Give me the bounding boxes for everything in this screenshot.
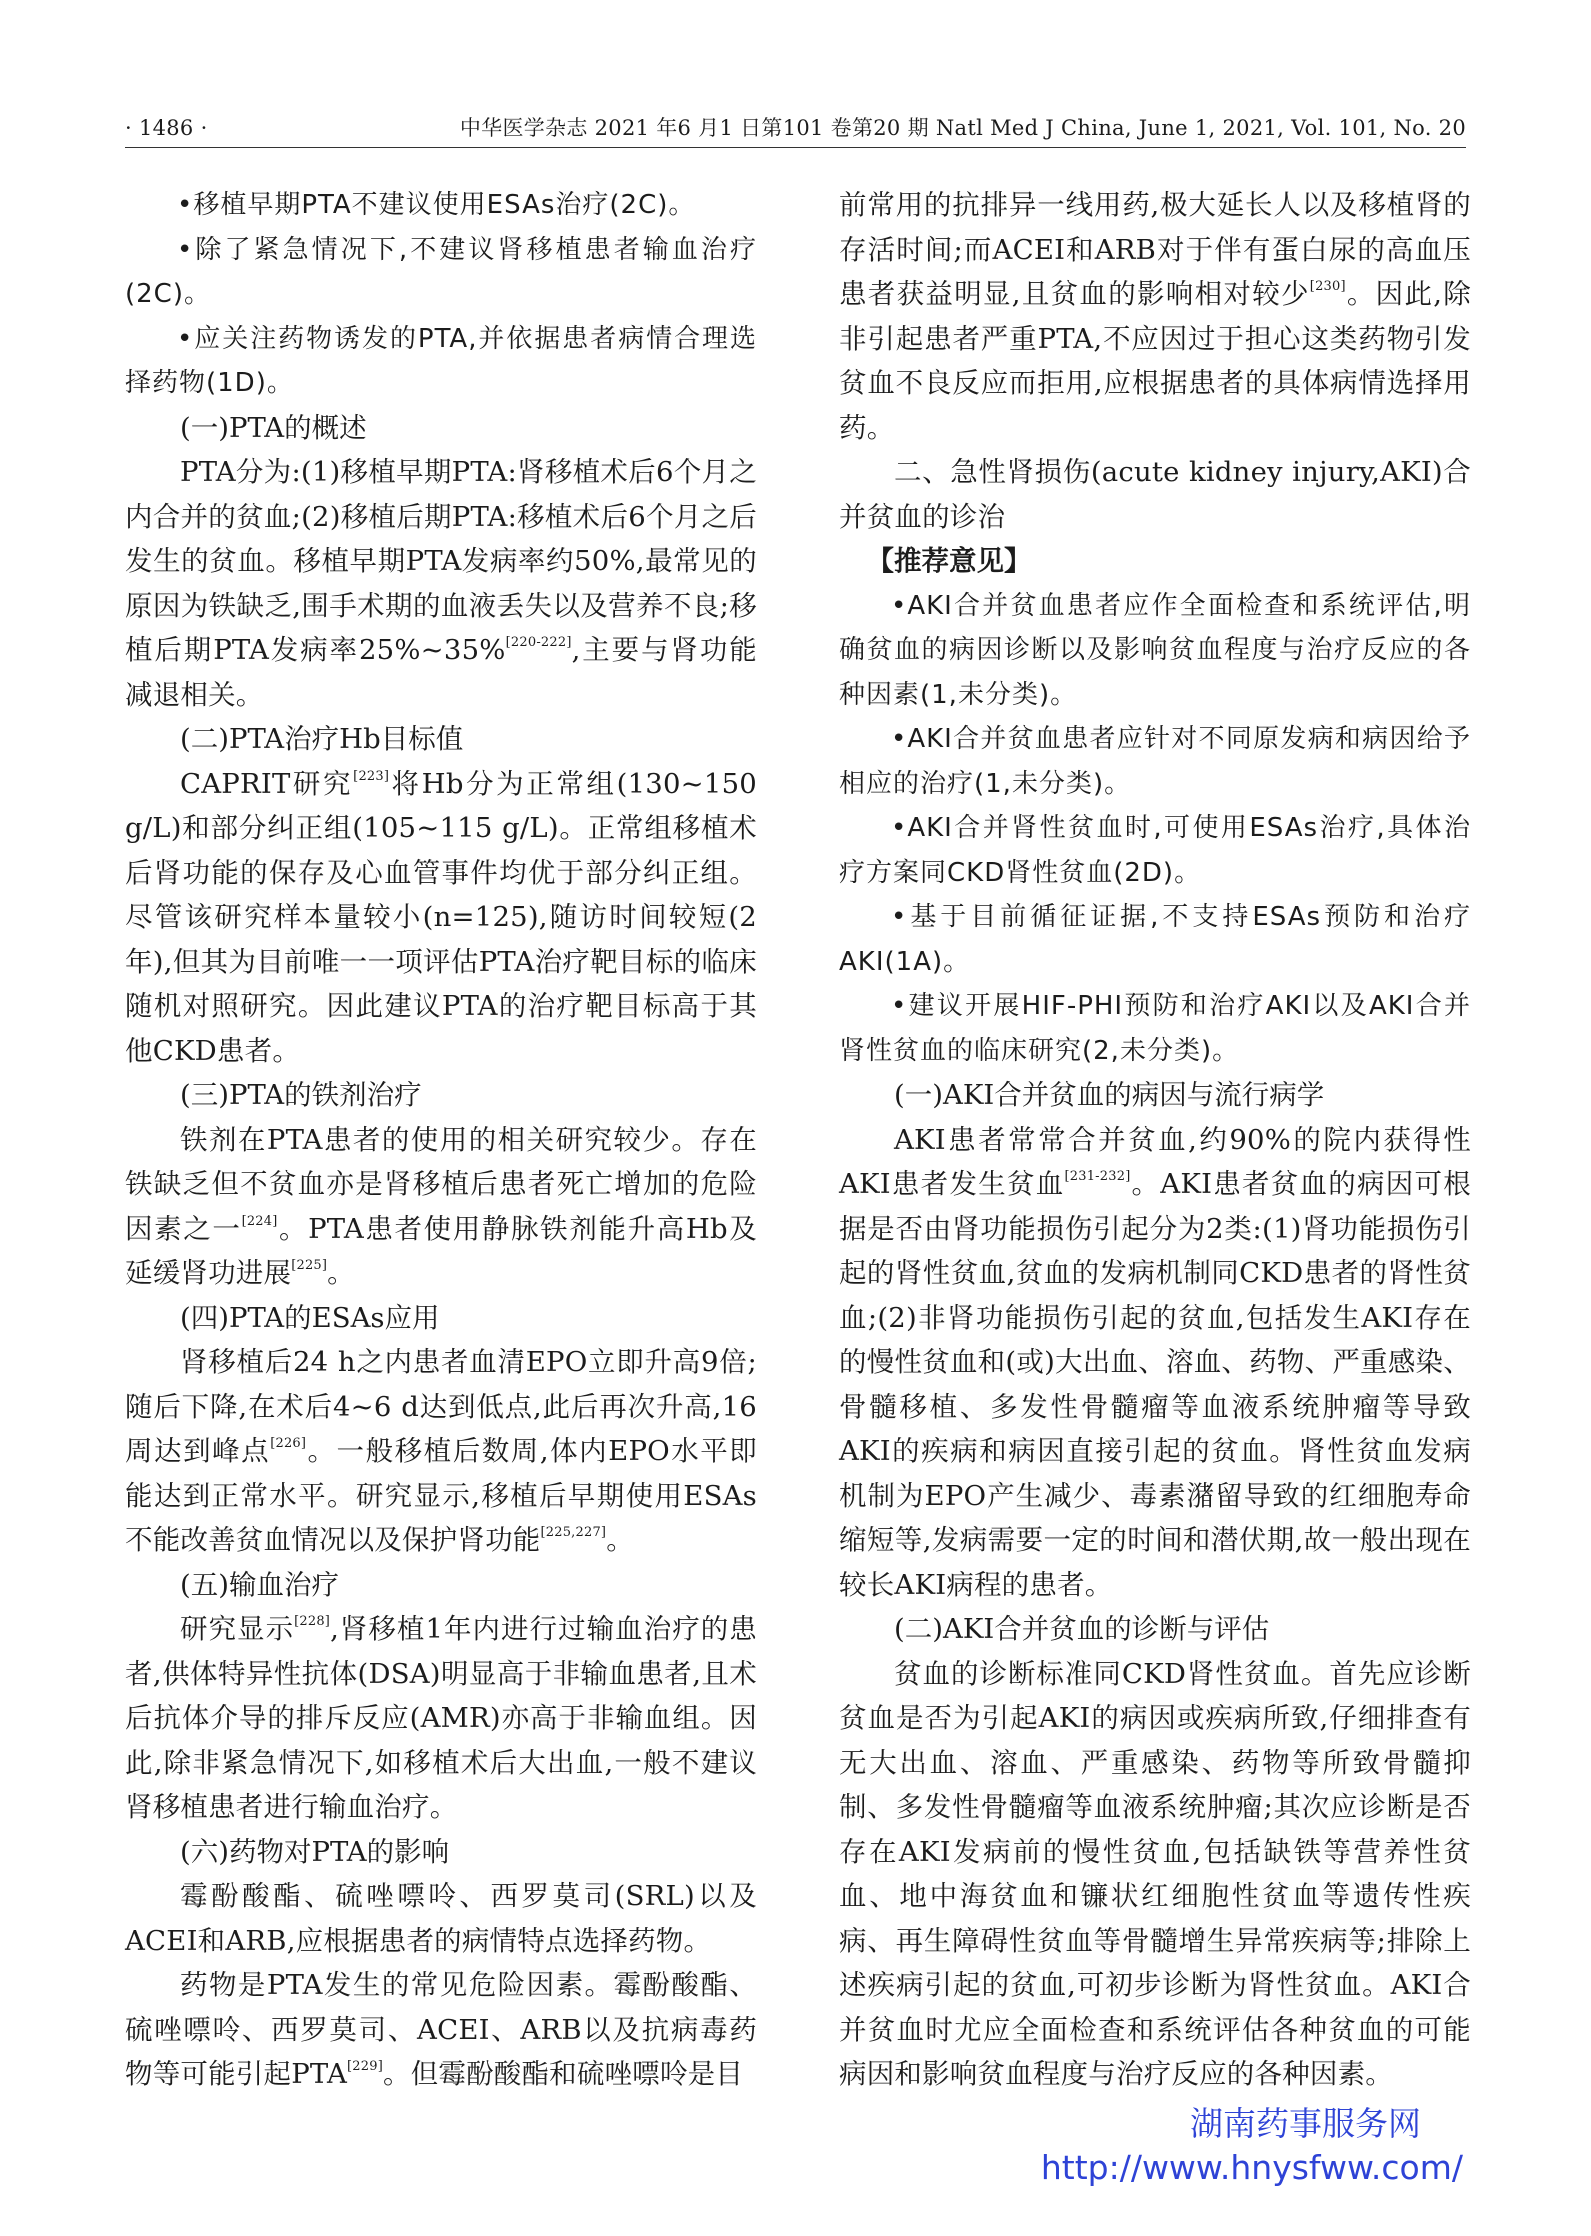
text-run: 【推荐意见】 — [866, 545, 1032, 577]
text-run: (五)输血治疗 — [180, 1568, 339, 1601]
text-run: 贫血的诊断标准同CKD肾性贫血。首先应诊断贫血是否为引起AKI的病因或疾病所致,仔细排查有无大出血、溶血、严重感染、药物等所致骨髓抑制、多发性骨髓瘤等血液系统肿瘤;其次应诊断是否存在AKI发病前的慢性贫血,包括缺铁等营养性贫血、地中海贫血和镰状红细胞性贫血等遗传性疾病、再生障碍性贫血等骨髓增生异常疾病等;排除上述疾病引起的贫血,可初步诊断为肾性贫血。AKI合并贫血时尤应全面检查和系统评估各种贫血的可能病因和影响贫血程度与治疗反应的各种因素。 — [839, 1657, 1471, 2090]
paragraph — [839, 1652, 1471, 2097]
text-run: •建议开展HIF-PHI预防和治疗AKI以及AKI合并肾性贫血的临床研究(2,未分类)。 — [839, 991, 1471, 1066]
left-column — [125, 183, 757, 2097]
citation-ref: [228] — [294, 1614, 331, 1629]
text-run: (六)药物对PTA的影响 — [180, 1835, 450, 1868]
watermark-site-name: 湖南药事服务网 — [1190, 2104, 1421, 2143]
recommendation-item — [125, 317, 757, 406]
text-run: (一)AKI合并贫血的病因与流行病学 — [894, 1079, 1325, 1111]
text-run: •应关注药物诱发的PTA,并依据患者病情合理选择药物(1D)。 — [125, 323, 757, 398]
recommendation-item — [839, 584, 1471, 718]
text-run: 霉酚酸酯、硫唑嘌呤、西罗莫司(SRL)以及ACEI和ARB,应根据患者的病情特点选择药物。 — [125, 1880, 757, 1957]
text-run: •移植早期PTA不建议使用ESAs治疗(2C)。 — [177, 190, 696, 220]
paragraph — [125, 1963, 757, 2097]
citation-ref: [230] — [1309, 279, 1346, 294]
section-heading — [839, 1607, 1471, 1652]
right-column — [839, 183, 1471, 2097]
text-run: 。因此,除非引起患者严重PTA,不应因过于担心这类药物引发贫血不良反应而拒用,应根据患者的具体病情选择用药。 — [839, 278, 1471, 444]
text-run: 药物是PTA发生的常见危险因素。霉酚酸酯、硫唑嘌呤、西罗莫司、ACEI、ARB以及抗病毒药物等可能引起PTA — [125, 1969, 757, 2090]
running-header — [125, 112, 1466, 142]
text-run: 。一般移植后数周,体内EPO水平即能达到正常水平。研究显示,移植后早期使用ESAs不能改善贫血情况以及保护肾功能 — [125, 1435, 758, 1556]
paragraph — [125, 1340, 757, 1563]
recommendation-item — [839, 717, 1471, 806]
text-run: (二)PTA治疗Hb目标值 — [180, 723, 464, 755]
text-run: 研究显示 — [180, 1613, 295, 1645]
citation-ref: [224] — [241, 1213, 278, 1229]
section-heading — [125, 1073, 757, 1118]
citation-ref: [225] — [291, 1258, 328, 1273]
citation-ref: [231-232] — [1064, 1169, 1131, 1184]
citation-ref: [223] — [353, 768, 390, 784]
text-run: CAPRIT研究 — [180, 767, 354, 800]
citation-ref: [220-222] — [505, 635, 572, 650]
text-run: 。 — [327, 1257, 355, 1289]
section-heading — [125, 406, 757, 451]
paragraph — [839, 183, 1471, 450]
text-run: 。PTA患者使用静脉铁剂能升高Hb及延缓肾功进展 — [125, 1212, 757, 1289]
citation-ref: [226] — [270, 1436, 307, 1451]
text-run: 铁剂在PTA患者的使用的相关研究较少。存在铁缺乏但不贫血亦是肾移植后患者死亡增加的危险因素之一 — [125, 1123, 757, 1245]
text-run: 。 — [606, 1524, 634, 1556]
citation-ref: [225,227] — [540, 1525, 607, 1540]
paragraph — [125, 1874, 757, 1963]
section-heading — [125, 1830, 757, 1875]
journal-info: 中华医学杂志 2021 年6 月1 日第101 卷第20 期 Natl Med J China, June 1, 2021, Vol. 101, No. 20 — [459, 116, 1466, 140]
text-run: •AKI合并贫血患者应针对不同原发病和病因给予相应的治疗(1,未分类)。 — [839, 724, 1471, 799]
citation-ref: [229] — [347, 2059, 383, 2074]
paragraph — [125, 762, 757, 1074]
text-run: 前常用的抗排异一线用药,极大延长人以及移植肾的存活时间;而ACEI和ARB对于伴有蛋白尿的高血压患者获益明显,且贫血的影响相对较少 — [839, 189, 1471, 310]
recommendation-item — [125, 228, 757, 317]
section-heading — [125, 1563, 757, 1608]
paragraph — [125, 450, 757, 717]
paragraph — [839, 450, 1471, 539]
text-run: •AKI合并贫血患者应作全面检查和系统评估,明确贫血的病因诊断以及影响贫血程度与治疗反应的各种因素(1,未分类)。 — [839, 590, 1471, 710]
recommendation-item — [839, 895, 1471, 984]
text-run: (四)PTA的ESAs应用 — [180, 1301, 440, 1334]
watermark-url[interactable]: http://www.hnysfww.com/ — [1040, 2148, 1463, 2187]
section-heading — [125, 717, 757, 762]
text-run: •AKI合并肾性贫血时,可使用ESAs治疗,具体治疗方案同CKD肾性贫血(2D)。 — [839, 813, 1471, 888]
section-heading — [839, 1073, 1471, 1118]
paragraph — [125, 1118, 757, 1296]
text-run: 肾移植后24 h之内患者血清EPO立即升高9倍;随后下降,在术后4~6 d达到低点,此后再次升高,16周达到峰点 — [125, 1346, 757, 1467]
recommendation-item — [839, 806, 1471, 895]
text-run: 。AKI患者贫血的病因可根据是否由肾功能损伤引起分为2类:(1)肾功能损伤引起的肾性贫血,贫血的发病机制同CKD患者的肾性贫血;(2)非肾功能损伤引起的贫血,包括发生AKI存在的慢性贫血和(或)大出血、溶血、药物、严重感染、骨髓移植、多发性骨髓瘤等血液系统肿瘤等导致AKI的疾病和病因直接引起的贫血。肾性贫血发病机制为EPO产生减少、毒素潴留导致的红细胞寿命缩短等,发病需要一定的时间和潜伏期,故一般出现在较长AKI病程的患者。 — [839, 1168, 1471, 1601]
text-run: •除了紧急情况下,不建议肾移植患者输血治疗(2C)。 — [125, 234, 757, 309]
recommendation-badge — [839, 539, 1471, 584]
header-rule — [125, 147, 1466, 148]
text-run: (三)PTA的铁剂治疗 — [180, 1079, 422, 1111]
text-run: (二)AKI合并贫血的诊断与评估 — [894, 1613, 1270, 1645]
recommendation-item — [125, 183, 757, 228]
paragraph — [125, 1607, 757, 1830]
text-run: AKI患者常常合并贫血,约90%的院内获得性AKI患者发生贫血 — [839, 1123, 1471, 1200]
text-run: 。但霉酚酸酯和硫唑嘌呤是目 — [382, 2058, 744, 2090]
text-run: ,主要与肾功能减退相关。 — [125, 634, 757, 711]
section-heading — [125, 1296, 757, 1341]
text-run: PTA分为:(1)移植早期PTA:肾移植术后6个月之内合并的贫血;(2)移植后期PTA:移植术后6个月之后发生的贫血。移植早期PTA发病率约50%,最常见的原因为铁缺乏,围手术期的血液丢失以及营养不良;移植后期PTA发病率25%~35% — [125, 456, 757, 666]
text-run: •基于目前循征证据,不支持ESAs预防和治疗AKI(1A)。 — [839, 902, 1471, 977]
text-run: ,肾移植1年内进行过输血治疗的患者,供体特异性抗体(DSA)明显高于非输血患者,且术后抗体介导的排斥反应(AMR)亦高于非输血组。因此,除非紧急情况下,如移植术后大出血,一般不建议肾移植患者进行输血治疗。 — [125, 1613, 757, 1823]
text-run: 将Hb分为正常组(130~150 g/L)和部分纠正组(105~115 g/L)。正常组移植术后肾功能的保存及心血管事件均优于部分纠正组。尽管该研究样本量较小(n=125),随访时间较短(2年),但其为目前唯一一项评估PTA治疗靶目标的临床随机对照研究。因此建议PTA的治疗靶目标高于其他CKD患者。 — [125, 767, 757, 1067]
recommendation-item — [839, 984, 1471, 1073]
text-run: (一)PTA的概述 — [180, 411, 367, 444]
paragraph — [839, 1118, 1471, 1608]
text-run: 二、急性肾损伤(acute kidney injury,AKI)合并贫血的诊治 — [839, 456, 1471, 533]
page-number: · 1486 · — [125, 116, 208, 140]
